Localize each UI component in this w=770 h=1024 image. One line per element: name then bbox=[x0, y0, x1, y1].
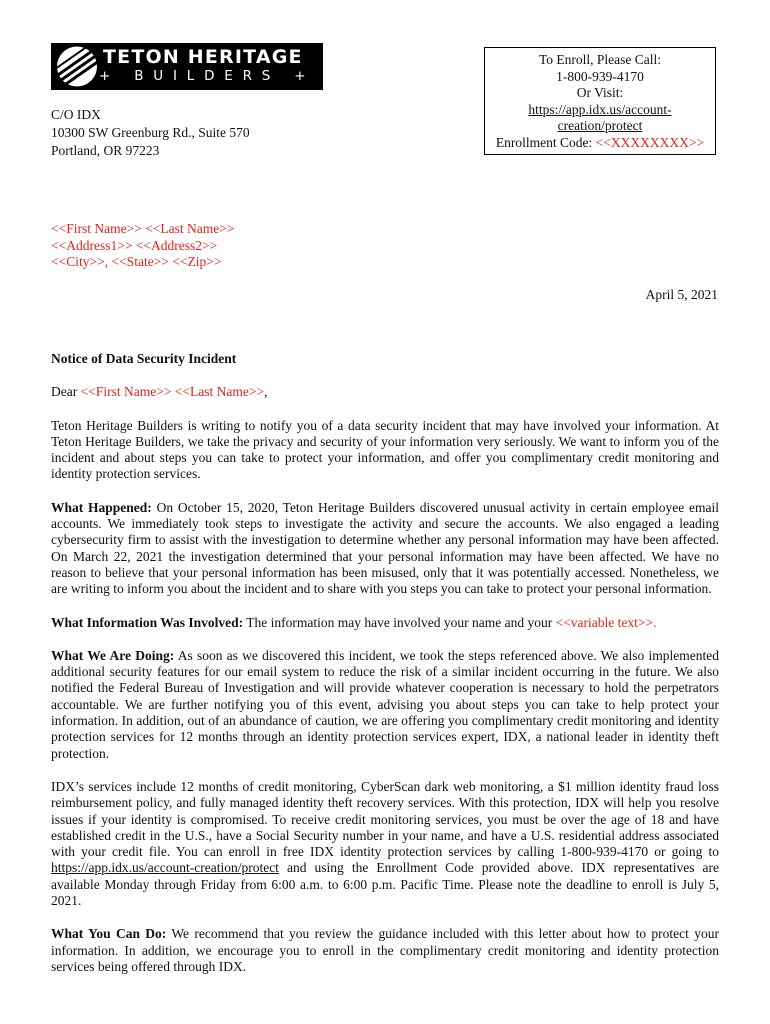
enroll-url-line-2[interactable]: creation/protect bbox=[557, 118, 643, 133]
enrollment-code-label: Enrollment Code: bbox=[495, 134, 596, 150]
logo-right-mark: + bbox=[294, 68, 316, 84]
return-address bbox=[51, 106, 250, 160]
company-logo bbox=[51, 43, 323, 90]
recipient-address-line: <<Address1>> <<Address2>> bbox=[51, 237, 218, 253]
enrollment-code-line bbox=[485, 135, 715, 152]
recipient-address bbox=[51, 221, 235, 271]
intro-paragraph: Teton Heritage Builders is writing to notify you of a data security incident that may have involved your information. At Teton Heritage Builders, we take the privacy and security of your information very seriously. We want to inform you of the incident and about steps you can take to protect your information, and offer you complimentary credit monitoring and identity protection services. bbox=[51, 417, 719, 482]
what-we-are-doing-heading: What We Are Doing: bbox=[51, 647, 175, 663]
enroll-url-line-1[interactable]: https://app.idx.us/account- bbox=[528, 101, 672, 117]
logo-mark-icon bbox=[55, 45, 99, 88]
recipient-name: <<First Name>> <<Last Name>> bbox=[51, 221, 235, 236]
letter-subject: Notice of Data Security Incident bbox=[51, 351, 237, 366]
idx-services-paragraph: IDX’s services include 12 months of credit monitoring, CyberScan dark web monitoring, a $1 million identity fraud loss reimbursement policy, and fully managed identity theft recovery services. With this protection, IDX will help you resolve issues if your identity is compromised. To receive credit monitoring services, you must be over the age of 18 and have established credit in the U.S., have a Social Security number in your name, and have a U.S. residential address associated with your credit file. You can enroll in free IDX identity protection services by calling 1-800-939-4170 or going to https://app.idx.us/account-creation/protect and using the Enrollment Code provided above. IDX representatives are available Monday through Friday from 6:00 a.m. to 6:00 p.m. Pacific Time. Please note the deadline to enroll is July 5, 2021. bbox=[51, 778, 719, 909]
information-involved-paragraph: What Information Was Involved: The information may have involved your name and your <<variable text>>. bbox=[51, 614, 657, 630]
return-address-line-1: C/O IDX bbox=[51, 107, 101, 122]
idx-enrollment-link[interactable]: https://app.idx.us/account-creation/protect bbox=[51, 860, 279, 876]
information-involved-heading: What Information Was Involved: bbox=[51, 614, 244, 630]
logo-builders-text: BUILDERS bbox=[134, 68, 281, 84]
what-happened-heading: What Happened: bbox=[51, 499, 152, 515]
enrollment-info-box bbox=[484, 47, 716, 155]
salutation-name: <<First Name>> <<Last Name>> bbox=[80, 384, 265, 400]
what-happened-paragraph: What Happened: On October 15, 2020, Teton Heritage Builders discovered unusual activity in certain employee email accounts. We immediately took steps to investigate the activity and secure the accounts. We also engaged a leading cybersecurity firm to assist with the investigation to determine whether any personal information may have been affected. On March 22, 2021 the investigation determined that your personal information may have been affected. We have no reason to believe that your personal information has been misused, only that it was potentially accessed. Nonetheless, we are writing to inform you about the incident and to share with you steps you can take to protect your personal information. bbox=[51, 499, 719, 597]
salutation: Dear <<First Name>> <<Last Name>>, bbox=[51, 384, 268, 400]
letter-body bbox=[51, 351, 719, 975]
what-you-can-do-heading: What You Can Do: bbox=[51, 926, 167, 942]
return-address-line-3: Portland, OR 97223 bbox=[51, 143, 160, 158]
logo-left-mark: + bbox=[99, 68, 121, 84]
logo-line-1: TETON HERITAGE bbox=[103, 46, 303, 68]
recipient-city-line: <<City>>, <<State>> <<Zip>> bbox=[51, 254, 222, 269]
enroll-visit-label: Or Visit: bbox=[576, 85, 624, 100]
what-you-can-do-paragraph: What You Can Do: We recommend that you review the guidance included with this letter about how to protect your information. In addition, we encourage you to enroll in the complimentary credit monitoring and identity protection services being offered through IDX. bbox=[51, 926, 719, 974]
logo-line-2 bbox=[99, 68, 315, 84]
what-we-are-doing-paragraph: What We Are Doing: As soon as we discovered this incident, we took the steps referenced above. We also implemented additional security features for our email system to reduce the risk of a similar incident occurring in the future. We also notified the Federal Bureau of Investigation and will provide whatever cooperation is necessary to hold the perpetrators accountable. We are further notifying you of this event, advising you about steps you can take to help protect your information. In addition, out of an abundance of caution, we are offering you complimentary credit monitoring and identity protection services for 12 months through an identity protection services expert, IDX, a national leader in identity theft protection. bbox=[51, 647, 719, 761]
letter-date: April 5, 2021 bbox=[645, 287, 718, 302]
enroll-phone: 1-800-939-4170 bbox=[556, 68, 644, 84]
enroll-call-label: To Enroll, Please Call: bbox=[538, 52, 662, 67]
variable-text-placeholder: <<variable text>>. bbox=[555, 614, 657, 630]
return-address-line-2: 10300 SW Greenburg Rd., Suite 570 bbox=[51, 125, 250, 140]
enrollment-code-value: <<XXXXXXXX>> bbox=[595, 134, 705, 150]
